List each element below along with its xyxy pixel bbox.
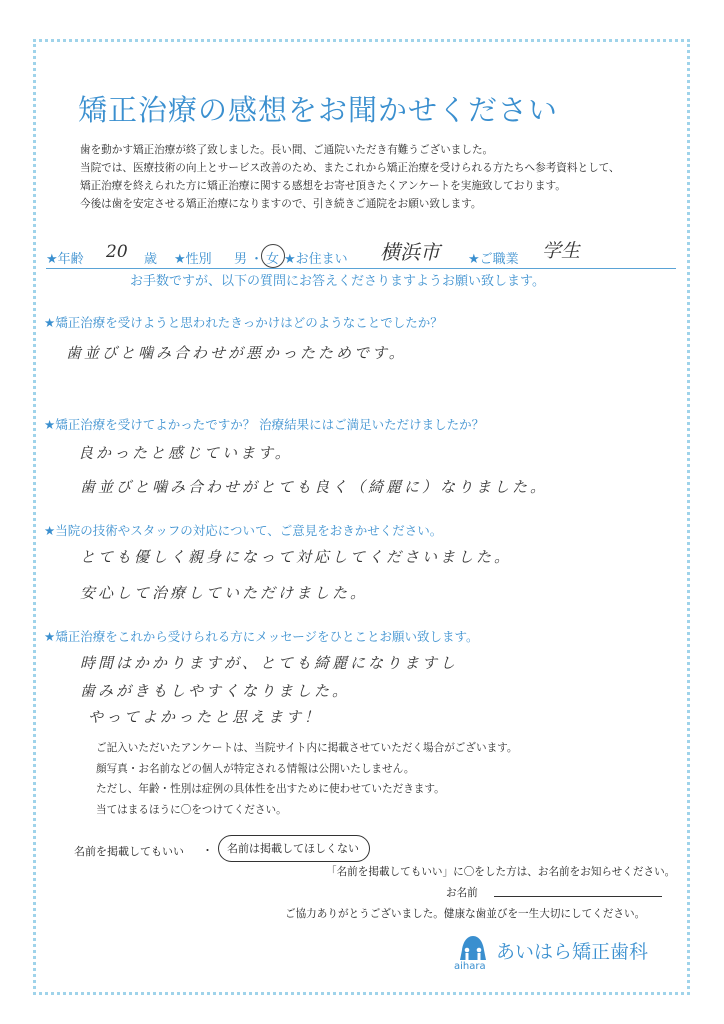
age-label: ★年齢 [46,252,84,267]
intro-text [80,141,700,213]
note-line: ご記入いただいたアンケートは、当院サイト内に掲載させていただく場合がございます。 [96,742,518,754]
gender-male: 男 [234,252,248,267]
answer-3-line: とても優しく親身になって対応してくださいました。 [80,548,513,566]
answer-1-line: 歯並びと噛み合わせが悪かったためです。 [66,344,407,362]
request-text: お手数ですが、以下の質問にお答えくださりますようお願い致します。 [130,274,545,289]
consent-option-publish[interactable]: 名前を掲載してもいい [74,845,184,858]
age-unit: 歳 [144,252,158,267]
name-label: お名前 [446,887,478,899]
tooth-people-icon [458,934,488,962]
address-value: 横浜市 [380,240,440,264]
occupation-label: ★ご職業 [468,252,519,267]
logo-subtext: aihara [454,961,486,972]
answer-2-line: 良かったと感じています。 [78,444,293,462]
notes [96,738,518,820]
answer-4-line: 歯みがきもしやすくなりました。 [80,682,351,700]
answer-4-line: 時間はかかりますが、とても綺麗になりますし [80,654,459,672]
answer-3-line: 安心して治療していただけました。 [80,584,369,602]
question-3: ★当院の技術やスタッフの対応について、ご意見をおきかせください。 [44,523,443,538]
thanks-text: ご協力ありがとうございました。健康な歯並びを一生大切にしてください。 [285,908,646,920]
gender-female: 女 [266,252,280,267]
name-request-note: 「名前を掲載してもいい」に〇をした方は、お名前をお知らせください。 [326,866,676,878]
question-1: ★矯正治療を受けようと思われたきっかけはどのようなことでしたか？ [44,315,443,330]
intro-line: 当院では、医療技術の向上とサービス改善のため、またこれから矯正治療を受けられる方たちへ参考資料として、 [80,162,620,174]
age-value: 20 [106,242,128,262]
question-4: ★矯正治療をこれから受けられる方にメッセージをひとことお願い致します。 [44,629,479,644]
gender-separator: ・ [250,252,264,267]
occupation-value: 学生 [542,240,581,262]
selection-circle [261,244,285,268]
clinic-logo-name: あいはら矯正歯科 [496,941,649,963]
name-input-line[interactable] [494,896,662,897]
intro-line: 矯正治療を終えられた方に矯正治療に関する感想をお寄せ頂きたくアンケートを実施致しております。 [80,180,566,192]
page-title: 矯正治療の感想をお聞かせください [78,93,559,127]
question-2: ★矯正治療を受けてよかったですか？ 治療結果にはご満足いただけましたか？ [44,417,485,432]
address-label: ★お住まい [284,252,348,267]
note-line: ただし、年齢・性別は症例の具体性を出すために使わせていただきます。 [96,783,445,795]
note-line: 当てはまるほうに〇をつけてください。 [96,803,287,816]
consent-separator: ・ [202,844,213,857]
intro-line: 今後は歯を安定させる矯正治療になりますので、引き続きご通院をお願い致します。 [80,198,482,210]
gender-label: ★性別 [174,252,212,267]
intro-line: 歯を動かす矯正治療が終了致しました。長い間、ご通院いただき有難うございました。 [80,144,494,156]
answer-4-line: やってよかったと思えます！ [88,708,323,726]
profile-row [46,240,676,269]
note-line: 顔写真・お名前などの個人が特定される情報は公開いたしません。 [96,762,415,775]
consent-option-no-publish[interactable]: 名前は掲載してほしくない [218,835,370,862]
answer-2-line: 歯並びと噛み合わせがとても良く（綺麗に）なりました。 [80,478,549,496]
